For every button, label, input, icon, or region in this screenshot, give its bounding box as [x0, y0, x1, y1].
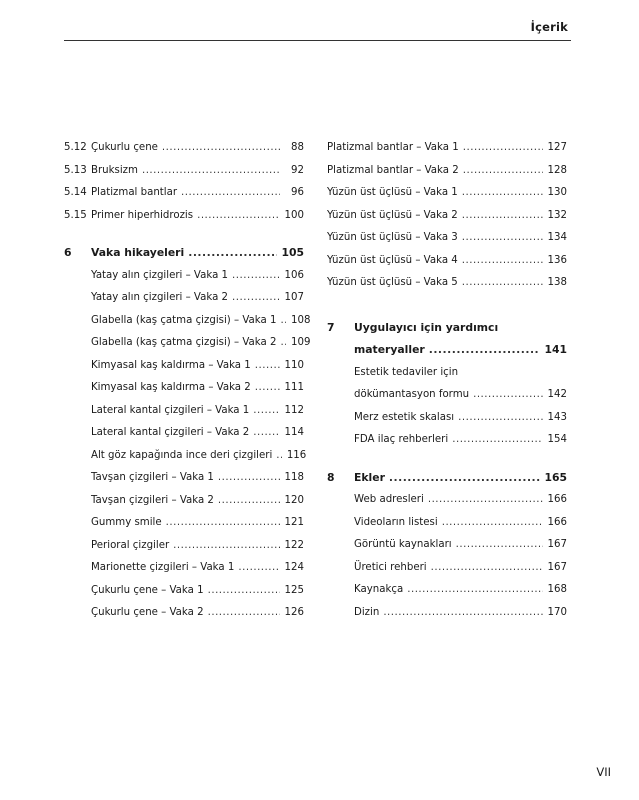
entry-page: 109	[290, 337, 311, 348]
toc-entry[interactable]	[64, 580, 304, 603]
leader-dots	[142, 160, 280, 183]
entry-page: 124	[284, 562, 304, 573]
toc-chapter-entry-continued[interactable]	[327, 339, 567, 362]
leader-dots	[462, 272, 543, 295]
entry-page: 128	[547, 164, 567, 176]
chapter-title: materyaller	[354, 343, 425, 356]
chapter-page: 165	[544, 470, 567, 484]
entry-title: Web adresleri	[354, 494, 424, 505]
toc-entry[interactable]	[64, 422, 304, 445]
entry-title: Üretici rehberi	[354, 561, 427, 573]
leader-dots	[188, 242, 277, 265]
toc-entry[interactable]	[327, 512, 567, 535]
entry-page: 168	[547, 584, 567, 595]
leader-dots	[462, 250, 543, 273]
leader-dots	[462, 227, 543, 250]
toc-entry[interactable]	[327, 182, 567, 205]
entry-page: 136	[547, 254, 567, 266]
entry-title: Yatay alın çizgileri – Vaka 1	[91, 269, 229, 281]
entry-title: Gummy smile	[91, 517, 162, 528]
leader-dots	[208, 580, 280, 603]
entry-title: Alt göz kapağında ince deri çizgileri	[91, 449, 273, 461]
entry-title: Primer hiperhidrozis	[91, 209, 194, 221]
entry-page: 130	[547, 187, 567, 198]
entry-title: Yüzün üst üçlüsü – Vaka 2	[327, 209, 458, 221]
leader-dots	[456, 534, 543, 557]
page-folio: VII	[596, 765, 611, 779]
entry-title: FDA ilaç rehberleri	[354, 434, 449, 445]
leader-dots	[280, 332, 286, 355]
entry-title: Kimyasal kaş kaldırma – Vaka 2	[91, 382, 251, 393]
leader-dots	[452, 429, 543, 452]
leader-dots	[462, 182, 543, 205]
toc-entry[interactable]	[64, 160, 304, 183]
toc-entry[interactable]	[327, 137, 567, 160]
entry-page: 107	[284, 292, 304, 303]
entry-title: Platizmal bantlar – Vaka 1	[327, 142, 459, 153]
entry-page: 92	[291, 164, 304, 176]
leader-dots	[173, 535, 280, 558]
leader-dots	[431, 557, 543, 580]
entry-title: Videoların listesi	[354, 516, 438, 528]
leader-dots	[463, 160, 543, 183]
toc-entry[interactable]	[327, 534, 567, 557]
toc-entry[interactable]	[327, 579, 567, 602]
toc-entry[interactable]	[64, 602, 304, 625]
chapter-title: Ekler	[354, 470, 385, 484]
leader-dots	[458, 407, 543, 430]
entry-page: 166	[547, 494, 567, 505]
toc-entry[interactable]	[64, 310, 311, 333]
entry-page: 122	[284, 539, 304, 551]
toc-entry[interactable]	[64, 137, 304, 160]
entry-title: Platizmal bantlar	[91, 187, 178, 198]
leader-dots	[280, 310, 286, 333]
leader-dots	[162, 137, 280, 160]
entry-page: 167	[547, 539, 567, 550]
toc-entry[interactable]	[327, 362, 567, 385]
leader-dots	[253, 422, 280, 445]
entry-page: 125	[284, 584, 304, 596]
entry-title: Merz estetik skalası	[354, 411, 455, 423]
toc-entry[interactable]	[64, 512, 304, 535]
toc-chapter-entry[interactable]	[327, 317, 567, 340]
entry-page: 96	[291, 187, 304, 198]
entry-title: Glabella (kaş çatma çizgisi) – Vaka 2	[91, 337, 277, 348]
leader-dots	[218, 467, 280, 490]
entry-page: 134	[547, 232, 567, 243]
toc-chapter-entry[interactable]	[327, 467, 567, 490]
leader-dots	[428, 489, 543, 512]
entry-title: Yüzün üst üçlüsü – Vaka 4	[327, 254, 458, 266]
entry-title: Marionette çizgileri – Vaka 1	[91, 562, 235, 573]
toc-column-left	[64, 137, 311, 625]
entry-number: 5.13	[64, 164, 87, 176]
leader-dots	[407, 579, 543, 602]
leader-dots	[232, 287, 280, 310]
toc-entry[interactable]	[327, 227, 567, 250]
toc-chapter-entry[interactable]	[64, 242, 304, 265]
entry-page: 126	[284, 607, 304, 618]
chapter-number: 8	[327, 470, 335, 484]
entry-title: Yüzün üst üçlüsü – Vaka 1	[327, 187, 458, 198]
entry-title: Yüzün üst üçlüsü – Vaka 5	[327, 277, 458, 288]
chapter-page: 105	[281, 246, 304, 259]
entry-page: 154	[547, 434, 567, 445]
toc-entry[interactable]	[64, 265, 304, 288]
toc-entry[interactable]	[327, 272, 567, 295]
leader-dots	[166, 512, 280, 535]
toc-entry[interactable]	[64, 182, 304, 205]
entry-title: Tavşan çizgileri – Vaka 2	[91, 494, 214, 506]
leader-dots	[276, 445, 282, 468]
toc-entry-continued[interactable]	[327, 384, 567, 407]
leader-dots	[255, 377, 280, 400]
leader-dots	[238, 557, 280, 580]
leader-dots	[253, 400, 280, 423]
entry-page: 121	[284, 517, 304, 528]
running-header-title: İçerik	[530, 20, 568, 34]
leader-dots	[442, 512, 543, 535]
entry-title: Lateral kantal çizgileri – Vaka 2	[91, 427, 250, 438]
section-gap	[327, 295, 567, 317]
toc-entry[interactable]	[327, 407, 567, 430]
chapter-number: 6	[64, 246, 72, 259]
toc-entry[interactable]	[64, 490, 304, 513]
entry-title: Çukurlu çene – Vaka 2	[91, 607, 204, 618]
leader-dots	[208, 602, 280, 625]
chapter-title: Vaka hikayeleri	[91, 246, 185, 259]
toc-entry[interactable]	[64, 355, 304, 378]
entry-title: Tavşan çizgileri – Vaka 1	[91, 472, 214, 483]
chapter-page: 141	[544, 343, 567, 356]
chapter-title: Uygulayıcı için yardımcı	[354, 320, 499, 334]
toc-entry[interactable]	[327, 602, 567, 625]
entry-page: 111	[284, 382, 304, 393]
toc-entry[interactable]	[64, 205, 304, 228]
entry-page: 142	[547, 389, 567, 400]
entry-page: 106	[284, 269, 304, 281]
header-rule	[64, 40, 571, 41]
toc-entry[interactable]	[64, 287, 304, 310]
entry-page: 100	[284, 209, 304, 221]
leader-dots	[218, 490, 280, 513]
entry-page: 127	[547, 142, 567, 153]
toc-entry[interactable]	[64, 332, 311, 355]
toc-column-right	[327, 137, 567, 624]
entry-title: Kaynakça	[354, 584, 404, 595]
section-gap	[327, 452, 567, 467]
entry-page: 114	[284, 427, 304, 438]
entry-title: Yatay alın çizgileri – Vaka 2	[91, 292, 229, 303]
entry-page: 118	[284, 472, 304, 483]
toc-entry[interactable]	[327, 250, 567, 273]
toc-entry[interactable]	[327, 205, 567, 228]
entry-page: 108	[290, 314, 311, 326]
entry-title: Görüntü kaynakları	[354, 539, 452, 550]
toc-entry[interactable]	[64, 467, 304, 490]
entry-page: 120	[284, 494, 304, 506]
entry-page: 110	[284, 359, 304, 371]
entry-page: 167	[547, 561, 567, 573]
leader-dots	[389, 467, 541, 490]
toc-entry[interactable]	[64, 400, 304, 423]
toc-entry[interactable]	[327, 429, 567, 452]
entry-title: Çukurlu çene	[91, 142, 158, 153]
leader-dots	[232, 265, 280, 288]
leader-dots	[429, 339, 541, 362]
toc-entry[interactable]	[64, 445, 307, 468]
leader-dots	[473, 384, 543, 407]
entry-title: Bruksizm	[91, 164, 138, 176]
entry-page: 132	[547, 209, 567, 221]
toc-entry[interactable]	[64, 535, 304, 558]
section-gap	[64, 227, 304, 242]
leader-dots	[255, 355, 280, 378]
toc-entry[interactable]	[64, 377, 304, 400]
toc-entry[interactable]	[327, 160, 567, 183]
entry-title: Perioral çizgiler	[91, 539, 170, 551]
entry-page: 138	[547, 277, 567, 288]
entry-number: 5.15	[64, 209, 87, 221]
chapter-number: 7	[327, 320, 335, 334]
leader-dots	[181, 182, 280, 205]
entry-number: 5.12	[64, 142, 87, 153]
leader-dots	[383, 602, 543, 625]
entry-page: 88	[291, 142, 304, 153]
toc-entry[interactable]	[327, 489, 567, 512]
entry-page: 112	[284, 404, 304, 416]
leader-dots	[197, 205, 280, 228]
entry-title: Dizin	[354, 606, 380, 618]
entry-title: Kimyasal kaş kaldırma – Vaka 1	[91, 359, 251, 371]
entry-title: Lateral kantal çizgileri – Vaka 1	[91, 404, 250, 416]
toc-entry[interactable]	[64, 557, 304, 580]
entry-number: 5.14	[64, 187, 87, 198]
entry-title: Glabella (kaş çatma çizgisi) – Vaka 1	[91, 314, 277, 326]
entry-title: Yüzün üst üçlüsü – Vaka 3	[327, 232, 458, 243]
entry-title: Çukurlu çene – Vaka 1	[91, 584, 204, 596]
leader-dots	[463, 137, 543, 160]
entry-title: Platizmal bantlar – Vaka 2	[327, 164, 459, 176]
entry-title: Estetik tedaviler için	[354, 366, 459, 378]
entry-page: 143	[547, 411, 567, 423]
entry-page: 170	[547, 606, 567, 618]
leader-dots	[462, 205, 543, 228]
toc-entry[interactable]	[327, 557, 567, 580]
entry-title: dökümantasyon formu	[354, 389, 470, 400]
entry-page: 166	[547, 516, 567, 528]
entry-page: 116	[286, 449, 307, 461]
